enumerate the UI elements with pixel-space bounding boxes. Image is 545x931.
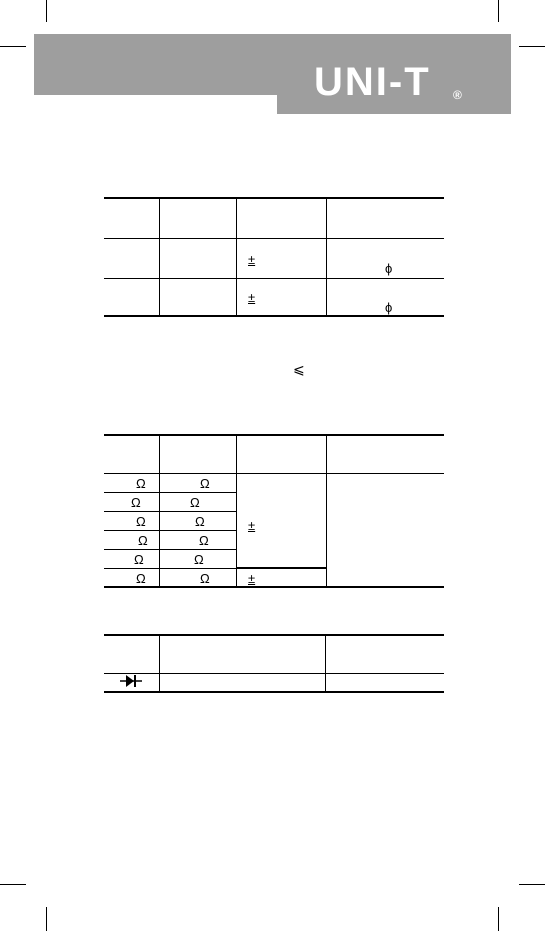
table-cell (237, 278, 327, 316)
table-cell (104, 635, 160, 673)
ohm-symbol: Ω (136, 513, 146, 529)
table-cell (237, 238, 327, 278)
table-cell (104, 198, 160, 238)
ohm-symbol: Ω (195, 513, 205, 529)
table-row (104, 278, 444, 316)
table-cell (237, 568, 327, 587)
ohm-symbol: Ω (200, 570, 210, 586)
table-cell (104, 568, 160, 587)
ohm-symbol: Ω (194, 551, 204, 567)
ohm-symbol: Ω (190, 494, 200, 510)
table-cell (104, 492, 160, 511)
table-cell (160, 549, 237, 568)
table-cell (104, 549, 160, 568)
crop-mark (0, 884, 26, 885)
table-cell (237, 198, 327, 238)
ohm-symbol: Ω (200, 475, 210, 491)
table-cell (160, 673, 326, 692)
table-cell (326, 673, 445, 692)
table-cell (160, 635, 326, 673)
table-cell (237, 435, 327, 473)
spec-table-1 (104, 197, 444, 317)
spec-table-2 (104, 434, 444, 588)
header-banner-notch (34, 95, 277, 115)
table-cell (104, 473, 160, 492)
crop-mark (498, 907, 499, 931)
phi-symbol: ϕ (385, 260, 393, 276)
table-row (104, 238, 444, 278)
table-cell (327, 238, 445, 278)
plus-minus-symbol: ± (248, 571, 256, 586)
ohm-symbol: Ω (136, 570, 146, 586)
table-cell (327, 278, 445, 316)
ohm-symbol: Ω (134, 551, 144, 567)
table-cell (104, 278, 160, 316)
crop-mark (519, 46, 545, 47)
table-cell (160, 435, 237, 473)
table-cell (160, 198, 237, 238)
ohm-symbol: Ω (138, 532, 148, 548)
table-cell (237, 473, 327, 568)
crop-mark (0, 46, 26, 47)
ohm-symbol: Ω (136, 475, 146, 491)
table-cell (160, 568, 237, 587)
brand-logo: UNI-T (314, 60, 431, 104)
crop-mark (519, 884, 545, 885)
table-cell (327, 473, 445, 587)
plus-minus-symbol: ± (248, 289, 256, 305)
table-header-row (104, 198, 444, 238)
table-cell (160, 530, 237, 549)
table-cell (104, 511, 160, 530)
ohm-symbol: Ω (131, 494, 141, 510)
table-cell (160, 511, 237, 530)
less-equal-symbol: ⩽ (293, 361, 305, 377)
plus-minus-symbol: ± (248, 517, 256, 533)
table-row (104, 673, 444, 692)
crop-mark (46, 907, 47, 931)
table-cell (160, 238, 237, 278)
crop-mark (46, 0, 47, 22)
table-header-row (104, 435, 444, 473)
crop-mark (498, 0, 499, 22)
table-cell (326, 635, 445, 673)
table-header-row (104, 635, 444, 673)
phi-symbol: ϕ (385, 299, 393, 315)
table-cell (327, 198, 445, 238)
plus-minus-symbol: ± (248, 251, 256, 267)
ohm-symbol: Ω (199, 532, 209, 548)
table-cell (104, 530, 160, 549)
table-cell (160, 492, 237, 511)
table-cell (327, 435, 445, 473)
table-cell (160, 278, 237, 316)
diode-icon (120, 674, 142, 688)
table-cell (104, 238, 160, 278)
table-row (104, 473, 444, 492)
table-cell (160, 473, 237, 492)
table-cell (104, 435, 160, 473)
registered-mark: ® (453, 88, 462, 102)
spec-table-3 (104, 634, 444, 693)
